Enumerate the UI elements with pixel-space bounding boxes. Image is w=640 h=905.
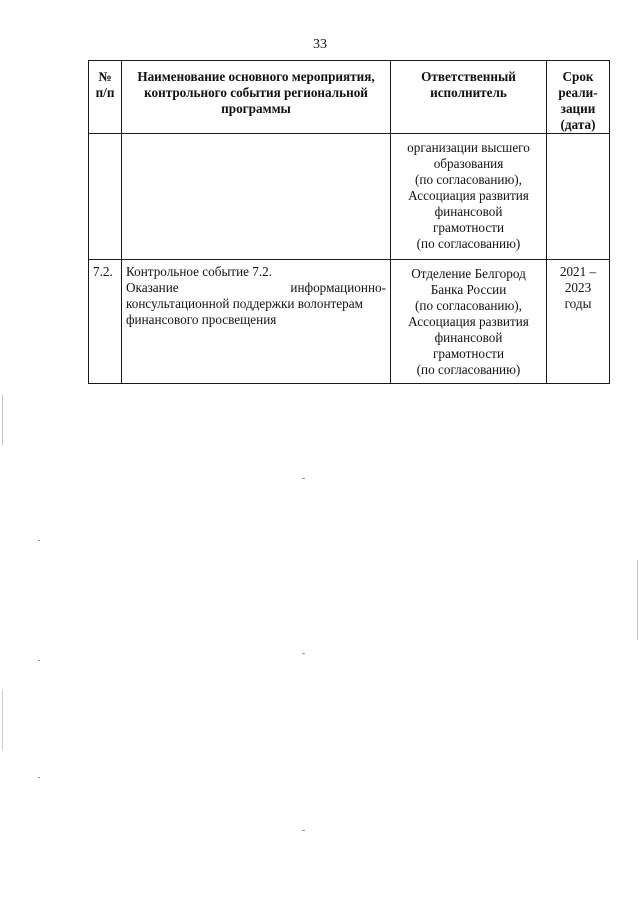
header-responsible: Ответственный исполнитель xyxy=(391,61,547,134)
scan-mark xyxy=(38,660,40,661)
row-name-line3: консультационной поддержки волонтерам xyxy=(126,296,363,311)
scan-mark xyxy=(302,830,305,831)
scan-mark xyxy=(302,478,305,479)
row-term xyxy=(547,134,610,260)
scan-mark xyxy=(302,653,305,654)
header-name: Наименование основного мероприятия, контрольного события региональной программы xyxy=(122,61,391,134)
row-num: 7.2. xyxy=(89,260,122,384)
row-name xyxy=(122,134,391,260)
row-responsible: организации высшего образования (по согласованию), Ассоциация развития финансовой грамотности (по согласованию) xyxy=(391,134,547,260)
table-row xyxy=(89,260,610,384)
header-num: № п/п xyxy=(89,61,122,134)
row-name-line2 xyxy=(126,280,386,296)
table-row xyxy=(89,134,610,260)
program-table xyxy=(88,60,610,384)
scan-mark xyxy=(2,690,3,750)
row-term: 2021 – 2023 годы xyxy=(547,260,610,384)
scan-mark xyxy=(38,777,40,778)
row-name-title: Контрольное событие 7.2. xyxy=(126,264,273,279)
row-name-word-a: Оказание xyxy=(126,280,179,295)
page-number: 33 xyxy=(313,37,327,52)
header-term: Срок реали- зации (дата) xyxy=(547,61,610,134)
row-name-word-b: информационно- xyxy=(290,280,386,295)
row-responsible: Отделение Белгород Банка России (по согласованию), Ассоциация развития финансовой грамотности (по согласованию) xyxy=(391,260,547,384)
scan-mark xyxy=(637,560,638,640)
scan-mark xyxy=(38,540,40,541)
row-name xyxy=(122,260,391,384)
row-name-line4: финансового просвещения xyxy=(126,312,277,327)
scan-mark xyxy=(2,395,3,445)
table-header-row xyxy=(89,61,610,134)
row-num xyxy=(89,134,122,260)
